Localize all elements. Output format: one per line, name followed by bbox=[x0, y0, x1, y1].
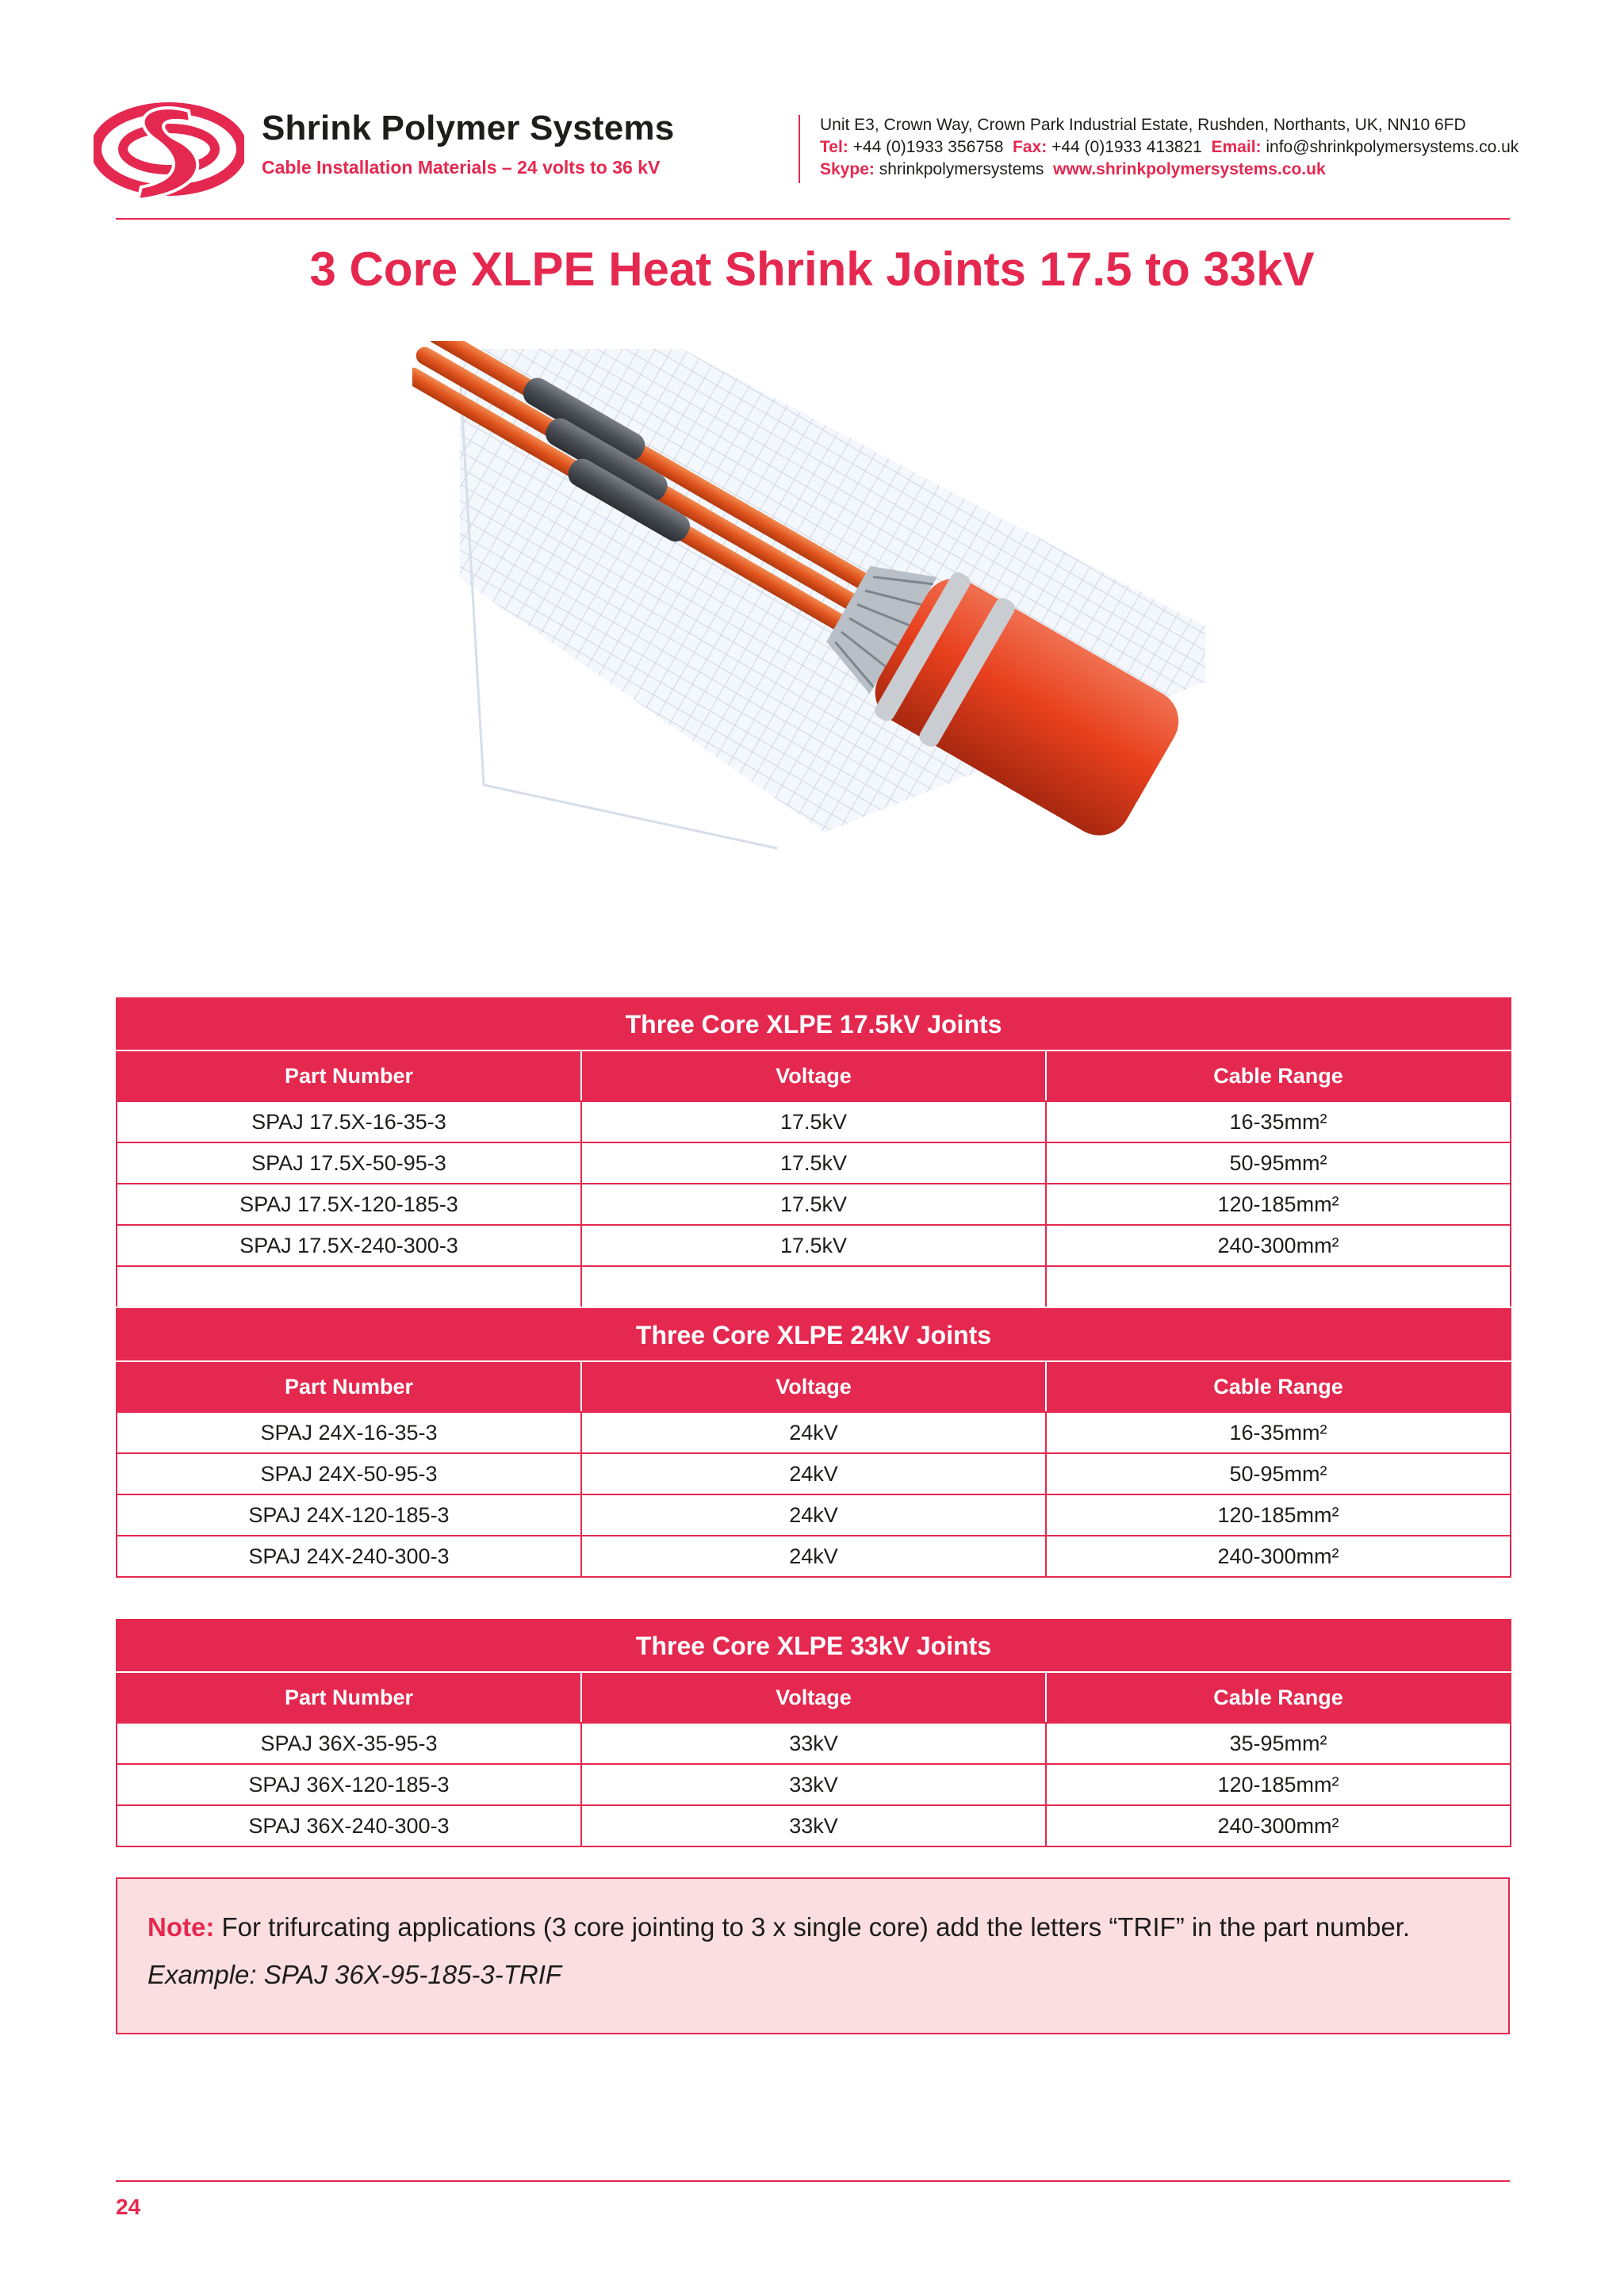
email-label: Email: bbox=[1211, 138, 1262, 156]
voltage-cell: 24kV bbox=[581, 1536, 1046, 1577]
table-row bbox=[117, 1764, 1511, 1805]
note-box bbox=[116, 1877, 1510, 2034]
voltage-cell: 17.5kV bbox=[581, 1225, 1046, 1266]
table-row bbox=[117, 1494, 1511, 1536]
joints-table-17-5kv bbox=[116, 997, 1511, 1307]
fax-value: +44 (0)1933 413821 bbox=[1051, 138, 1202, 156]
cable-range-cell: 240-300mm² bbox=[1046, 1805, 1511, 1846]
table-row bbox=[117, 1805, 1511, 1846]
cable-range-cell: 240-300mm² bbox=[1046, 1225, 1511, 1266]
table-row bbox=[117, 1142, 1511, 1184]
voltage-cell: 17.5kV bbox=[581, 1142, 1046, 1184]
column-header-cable-range: Cable Range bbox=[1046, 1050, 1511, 1101]
cable-range-cell: 50-95mm² bbox=[1046, 1142, 1511, 1184]
note-label: Note: bbox=[147, 1912, 215, 1942]
voltage-cell: 33kV bbox=[581, 1764, 1046, 1805]
company-name: Shrink Polymer Systems bbox=[262, 109, 675, 147]
company-logo-icon bbox=[94, 94, 244, 205]
voltage-cell: 17.5kV bbox=[581, 1184, 1046, 1225]
part-number-cell: SPAJ 36X-120-185-3 bbox=[117, 1764, 581, 1805]
part-number-cell: SPAJ 36X-240-300-3 bbox=[117, 1805, 581, 1846]
voltage-cell: 24kV bbox=[581, 1494, 1046, 1536]
part-number-cell: SPAJ 17.5X-120-185-3 bbox=[117, 1184, 581, 1225]
cable-range-cell: 50-95mm² bbox=[1046, 1453, 1511, 1494]
column-header-cable-range: Cable Range bbox=[1046, 1672, 1511, 1723]
tel-label: Tel: bbox=[820, 138, 848, 156]
table-row bbox=[117, 1225, 1511, 1266]
table-caption: Three Core XLPE 33kV Joints bbox=[117, 1620, 1511, 1672]
page-title: 3 Core XLPE Heat Shrink Joints 17.5 to 33kV bbox=[309, 243, 1315, 296]
contact-skype-line bbox=[820, 160, 1326, 179]
cable-range-cell: 35-95mm² bbox=[1046, 1723, 1511, 1764]
cable-range-cell: 240-300mm² bbox=[1046, 1536, 1511, 1577]
part-number-cell: SPAJ 17.5X-240-300-3 bbox=[117, 1225, 581, 1266]
website-link[interactable]: www.shrinkpolymersystems.co.uk bbox=[1053, 160, 1326, 178]
column-header-part-number: Part Number bbox=[117, 1361, 581, 1412]
joints-table-24kv bbox=[116, 1308, 1511, 1578]
page-number: 24 bbox=[116, 2195, 141, 2219]
voltage-cell: 24kV bbox=[581, 1453, 1046, 1494]
part-number-cell: SPAJ 17.5X-50-95-3 bbox=[117, 1142, 581, 1184]
voltage-cell: 33kV bbox=[581, 1723, 1046, 1764]
table-row bbox=[117, 1184, 1511, 1225]
cable-joint-illustration bbox=[412, 341, 1205, 880]
cable-range-cell: 16-35mm² bbox=[1046, 1412, 1511, 1453]
table-caption: Three Core XLPE 24kV Joints bbox=[117, 1309, 1511, 1361]
part-number-cell: SPAJ 17.5X-16-35-3 bbox=[117, 1101, 581, 1142]
cable-range-cell: 16-35mm² bbox=[1046, 1101, 1511, 1142]
table-caption: Three Core XLPE 17.5kV Joints bbox=[117, 998, 1511, 1050]
footer-divider-line bbox=[116, 2180, 1510, 2182]
contact-phone-line bbox=[820, 138, 1519, 157]
column-header-part-number: Part Number bbox=[117, 1672, 581, 1723]
column-header-cable-range: Cable Range bbox=[1046, 1361, 1511, 1412]
skype-label: Skype: bbox=[820, 160, 875, 178]
table-row bbox=[117, 1723, 1511, 1764]
table-row bbox=[117, 1412, 1511, 1453]
table-spacer-row bbox=[117, 1266, 1511, 1307]
joints-table-33kv bbox=[116, 1619, 1511, 1847]
part-number-cell: SPAJ 36X-35-95-3 bbox=[117, 1723, 581, 1764]
table-row bbox=[117, 1101, 1511, 1142]
voltage-cell: 17.5kV bbox=[581, 1101, 1046, 1142]
note-text-line bbox=[147, 1912, 1410, 1942]
cable-range-cell: 120-185mm² bbox=[1046, 1184, 1511, 1225]
cable-range-cell: 120-185mm² bbox=[1046, 1764, 1511, 1805]
cable-range-cell: 120-185mm² bbox=[1046, 1494, 1511, 1536]
fax-label: Fax: bbox=[1013, 138, 1048, 156]
part-number-cell: SPAJ 24X-50-95-3 bbox=[117, 1453, 581, 1494]
skype-value: shrinkpolymersystems bbox=[879, 160, 1044, 178]
note-text: For trifurcating applications (3 core jointing to 3 x single core) add the letters “TRIF” in the part number. bbox=[221, 1912, 1411, 1942]
table-row bbox=[117, 1453, 1511, 1494]
note-example: Example: SPAJ 36X-95-185-3-TRIF bbox=[147, 1960, 562, 1989]
contact-address: Unit E3, Crown Way, Crown Park Industrial Estate, Rushden, Northants, UK, NN10 6FD bbox=[820, 116, 1466, 134]
voltage-cell: 33kV bbox=[581, 1805, 1046, 1846]
part-number-cell: SPAJ 24X-120-185-3 bbox=[117, 1494, 581, 1536]
header-divider bbox=[799, 115, 800, 183]
part-number-cell: SPAJ 24X-16-35-3 bbox=[117, 1412, 581, 1453]
voltage-cell: 24kV bbox=[581, 1412, 1046, 1453]
part-number-cell: SPAJ 24X-240-300-3 bbox=[117, 1536, 581, 1577]
column-header-voltage: Voltage bbox=[581, 1672, 1046, 1723]
column-header-voltage: Voltage bbox=[581, 1050, 1046, 1101]
company-tagline: Cable Installation Materials – 24 volts to 36 kV bbox=[262, 157, 661, 178]
tel-value: +44 (0)1933 356758 bbox=[852, 138, 1004, 156]
header-divider-line bbox=[116, 218, 1510, 220]
column-header-voltage: Voltage bbox=[581, 1361, 1046, 1412]
table-row bbox=[117, 1536, 1511, 1577]
email-link[interactable]: info@shrinkpolymersystems.co.uk bbox=[1266, 138, 1519, 156]
column-header-part-number: Part Number bbox=[117, 1050, 581, 1101]
